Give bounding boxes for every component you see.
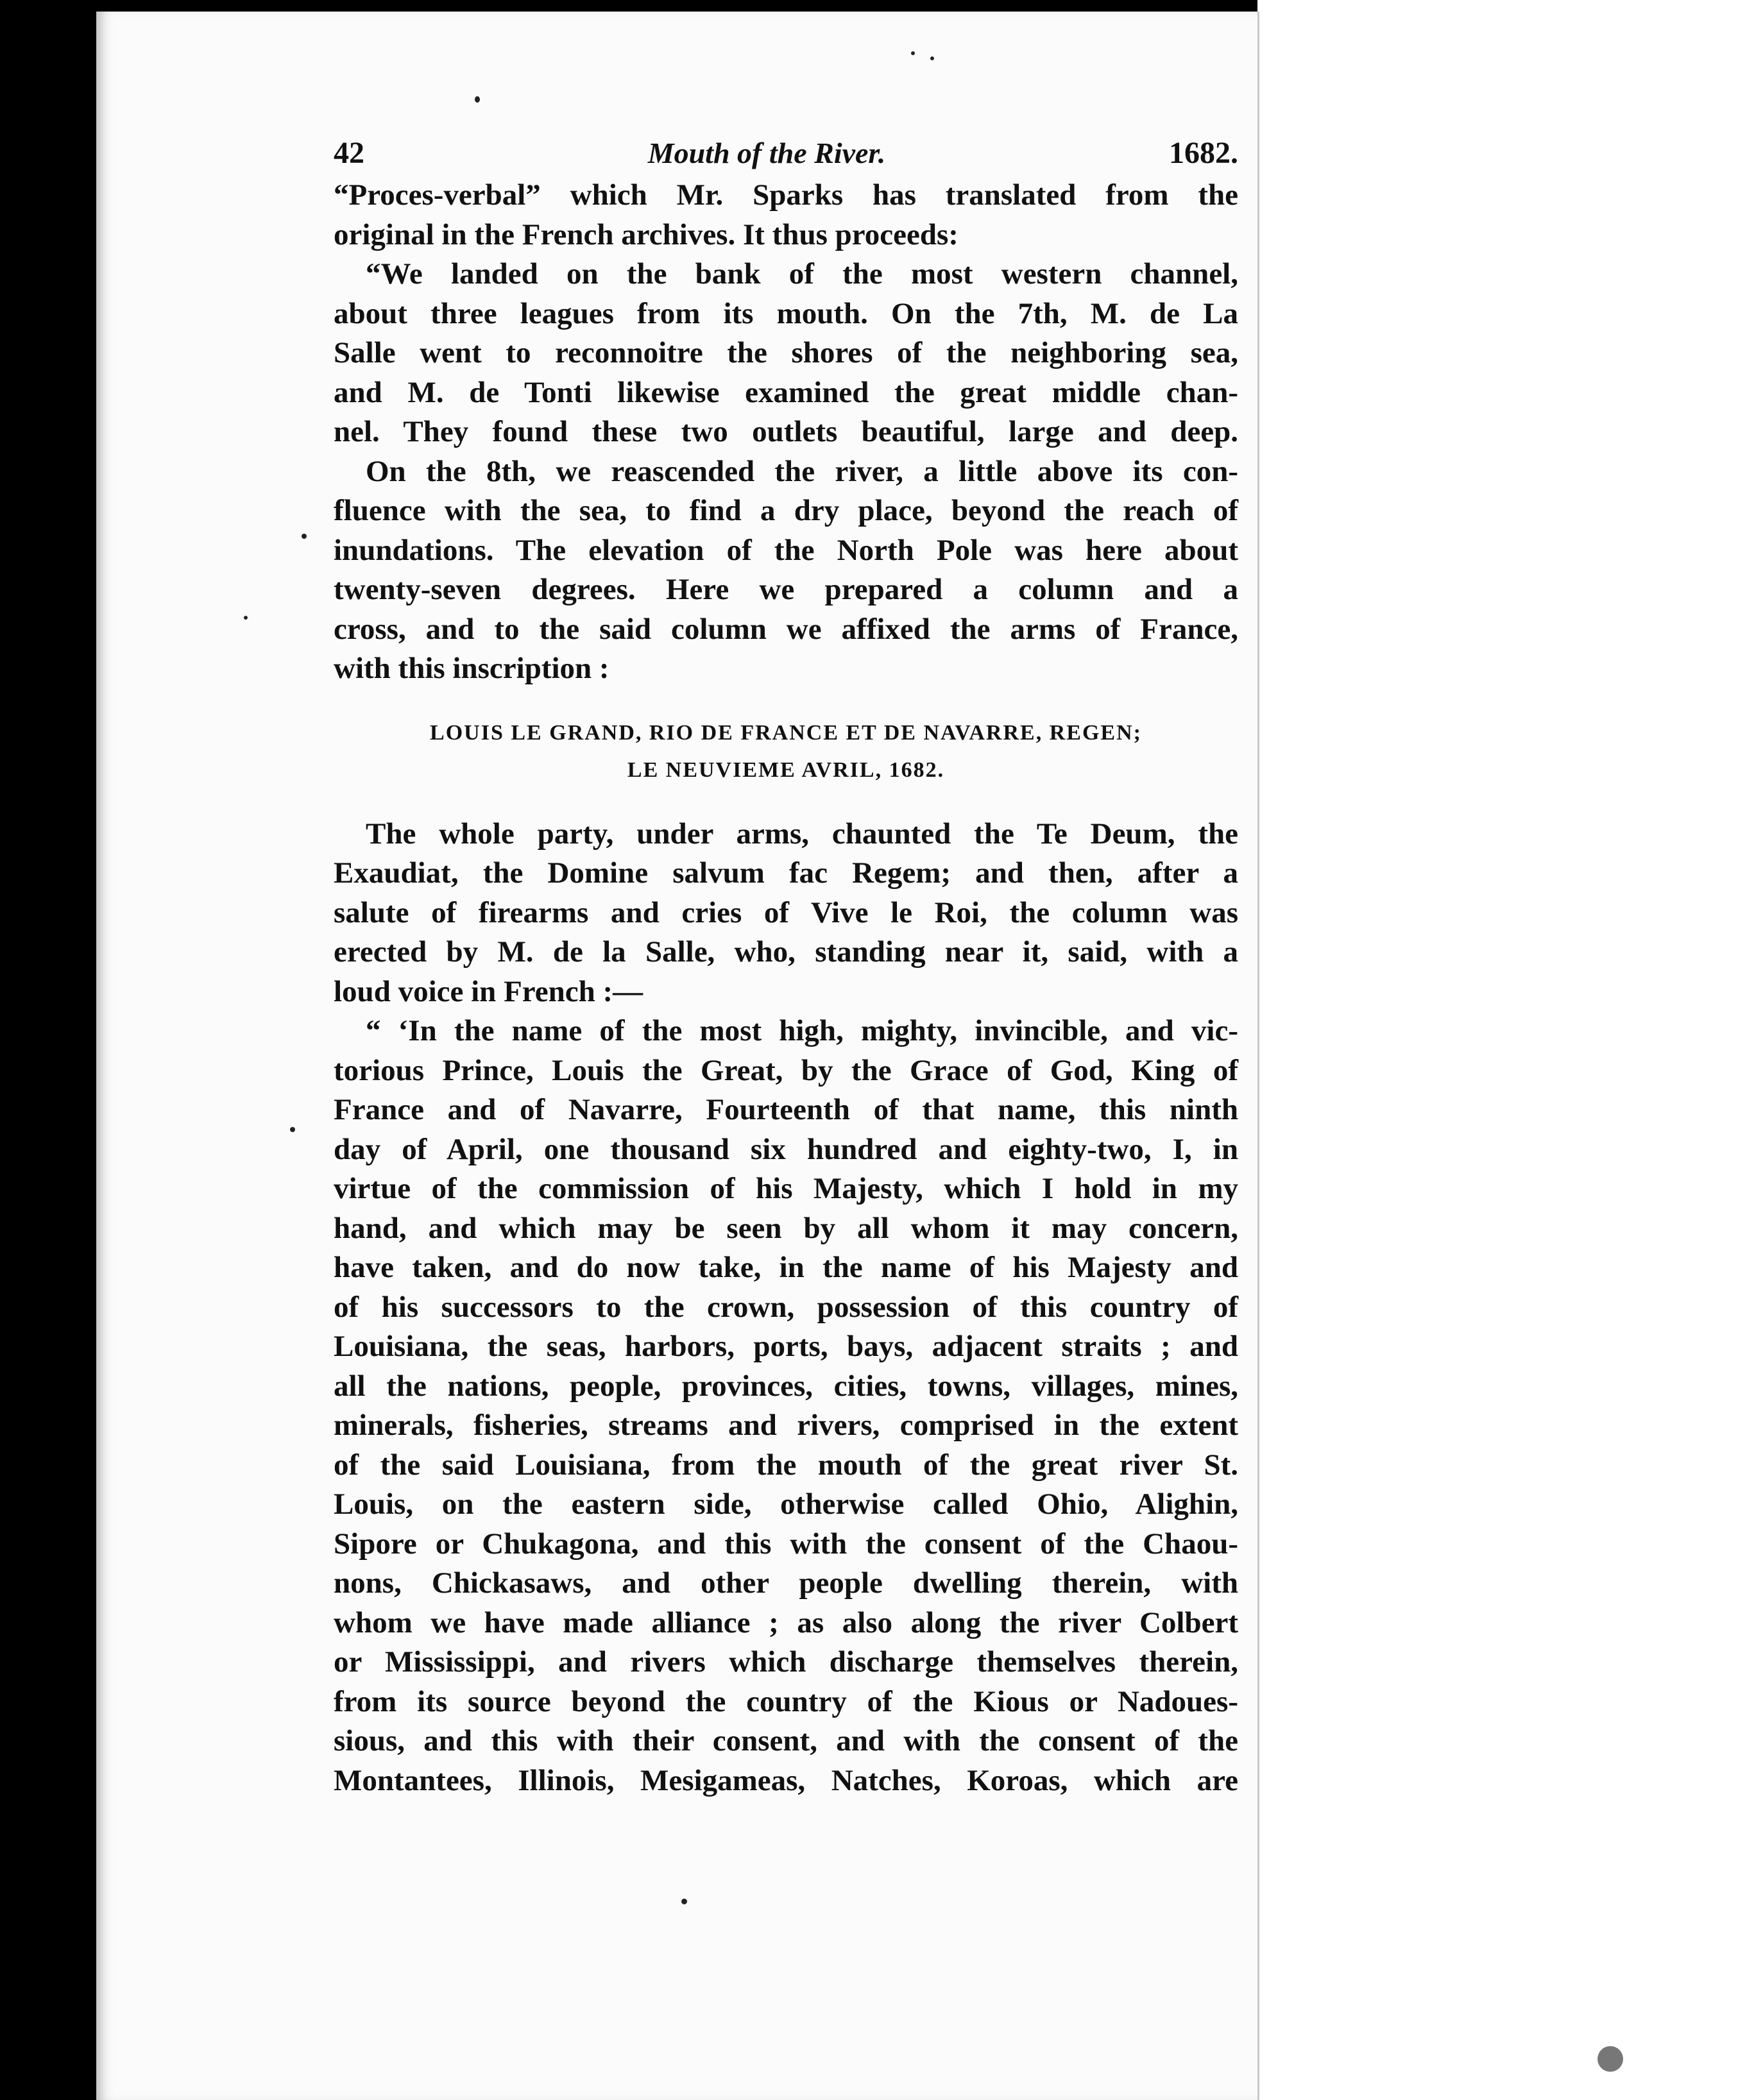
- text-line: day of April, one thousand six hundred and eighty-two, I, in: [334, 1132, 1238, 1166]
- scan-top-border: [0, 0, 1257, 12]
- text-line: hand, and which may be seen by all whom it may concern,: [334, 1211, 1238, 1245]
- text-line: “Proces-verbal” which Mr. Sparks has translated from the: [334, 178, 1238, 212]
- text-line: loud voice in French :—: [334, 974, 643, 1008]
- text-line: from its source beyond the country of the Kious or Nadoues-: [334, 1684, 1238, 1718]
- text-line: fluence with the sea, to find a dry place, beyond the reach of: [334, 494, 1238, 527]
- text-line: or Mississippi, and rivers which discharge themselves therein,: [334, 1645, 1238, 1679]
- text-line: Salle went to reconnoitre the shores of the neighboring sea,: [334, 336, 1238, 369]
- text-line: inundations. The elevation of the North Pole was here about: [334, 533, 1238, 567]
- text-line: erected by M. de la Salle, who, standing near it, said, with a: [334, 935, 1238, 969]
- text-line: Montantees, Illinois, Mesigameas, Natches, Koroas, which are: [334, 1763, 1238, 1797]
- text-line: On the 8th, we reascended the river, a little above its con-: [366, 454, 1238, 488]
- scan-speck: [244, 616, 248, 620]
- inscription-line: LOUIS LE GRAND, RIO DE FRANCE ET DE NAVARRE, REGEN;: [430, 720, 1142, 745]
- text-line: The whole party, under arms, chaunted the Te Deum, the: [366, 817, 1238, 851]
- text-line: with this inscription :: [334, 652, 609, 685]
- text-line: whom we have made alliance ; as also along the river Colbert: [334, 1605, 1238, 1639]
- scan-speck: [911, 51, 915, 55]
- paragraph-te-deum: [334, 815, 1238, 1012]
- scan-speck: [475, 96, 480, 103]
- text-line: original in the French archives. It thus proceeds:: [334, 217, 958, 251]
- scan-left-border: [0, 0, 96, 2100]
- text-line: have taken, and do now take, in the name of his Majesty and: [334, 1251, 1238, 1284]
- scan-speck: [930, 56, 934, 60]
- text-line: of the said Louisiana, from the mouth of the great river St.: [334, 1448, 1238, 1482]
- text-line: “ ‘In the name of the most high, mighty, invincible, and vic-: [366, 1014, 1238, 1047]
- text-line: Louisiana, the seas, harbors, ports, bays, adjacent straits ; and: [334, 1330, 1238, 1363]
- page-number: 42: [334, 136, 364, 170]
- scan-speck: [1597, 2046, 1623, 2072]
- text-line: nons, Chickasaws, and other people dwelling therein, with: [334, 1566, 1238, 1600]
- paragraph-landing: [334, 255, 1238, 689]
- paragraph-intro: [334, 176, 1238, 255]
- text-line: Sipore or Chukagona, and this with the consent of the Chaou-: [334, 1527, 1238, 1561]
- paragraph-proclamation: [334, 1012, 1238, 1800]
- running-year: 1682.: [1168, 136, 1238, 170]
- page-text: [334, 133, 1238, 1800]
- text-line: Louis, on the eastern side, otherwise called Ohio, Alighin,: [334, 1487, 1238, 1521]
- inscription: [334, 715, 1238, 789]
- text-line: virtue of the commission of his Majesty, which I hold in my: [334, 1172, 1238, 1205]
- text-line: all the nations, people, provinces, cities, towns, villages, mines,: [334, 1369, 1238, 1403]
- text-line: torious Prince, Louis the Great, by the Grace of God, King of: [334, 1053, 1238, 1087]
- text-line: and M. de Tonti likewise examined the great middle chan-: [334, 375, 1238, 409]
- text-line: Exaudiat, the Domine salvum fac Regem; and then, after a: [334, 856, 1238, 890]
- scan-right-margin: [1259, 0, 1763, 2100]
- scan-speck: [302, 534, 307, 539]
- text-line: “We landed on the bank of the most western channel,: [366, 257, 1238, 291]
- text-line: of his successors to the crown, possession of this country of: [334, 1290, 1238, 1324]
- text-line: cross, and to the said column we affixed the arms of France,: [334, 612, 1238, 646]
- scan-speck: [290, 1127, 295, 1132]
- running-head: [334, 133, 1238, 176]
- inscription-line: LE NEUVIEME AVRIL, 1682.: [627, 758, 945, 782]
- text-line: about three leagues from its mouth. On the 7th, M. de La: [334, 296, 1238, 330]
- running-title: Mouth of the River.: [647, 137, 886, 169]
- text-line: salute of firearms and cries of Vive le Roi, the column was: [334, 895, 1238, 929]
- text-line: minerals, fisheries, streams and rivers, comprised in the extent: [334, 1409, 1238, 1442]
- text-line: twenty-seven degrees. Here we prepared a column and a: [334, 573, 1238, 606]
- text-line: nel. They found these two outlets beautiful, large and deep.: [334, 415, 1238, 448]
- text-line: France and of Navarre, Fourteenth of that name, this ninth: [334, 1093, 1238, 1126]
- scan-speck: [681, 1899, 687, 1904]
- text-line: sious, and this with their consent, and with the consent of the: [334, 1724, 1238, 1757]
